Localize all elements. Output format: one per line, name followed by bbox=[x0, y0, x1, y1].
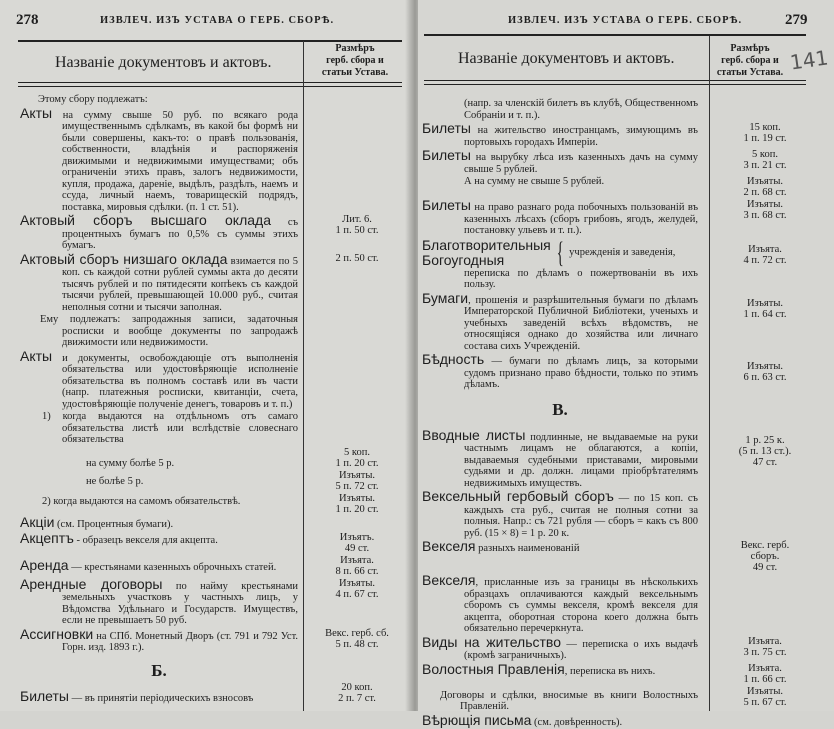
entry-head: Билеты bbox=[20, 687, 69, 704]
entry-body bbox=[422, 289, 698, 353]
fee bbox=[710, 636, 820, 658]
entry-text: , прошенія и разрѣшительныя бумаги по дѣламъ Императорской Публичной Библіотеки, ученыхъ и учебныхъ заведеній всѣхъ вѣдомствъ, не относящіяся однако до хозяйства или личнаго состава сихъ Учрежденій. bbox=[464, 294, 698, 352]
entry bbox=[20, 529, 410, 554]
entry-text: на право разнаго рода побочныхъ пользованій въ казенныхъ лѣсахъ (сборъ грибовъ, ягодъ, желудей, постановку ульевъ и т. п.). bbox=[464, 202, 698, 236]
fee-line: Изъята. bbox=[748, 243, 782, 255]
entry bbox=[422, 574, 820, 635]
column-header-name: Названіе документовъ и актовъ. bbox=[55, 54, 272, 71]
entry-head: Актовый сборъ высшаго оклада bbox=[20, 212, 271, 228]
fee bbox=[304, 682, 410, 704]
entry-head: Акты bbox=[20, 104, 53, 121]
entry-head: Векселя bbox=[422, 538, 476, 554]
entry-body bbox=[20, 104, 298, 214]
fee-line: 4 п. 72 ст. bbox=[743, 254, 787, 266]
divider bbox=[18, 40, 402, 42]
entry-head: Акты bbox=[20, 347, 53, 364]
running-title: ИЗВЛЕЧ. ИЗЪ УСТАВА О ГЕРБ. СБОРѢ. bbox=[100, 15, 335, 26]
entry-head: Билеты bbox=[422, 120, 471, 136]
entry-text: взимается по 5 коп. съ каждой сотни рублей суммы акта до десяти тысячъ рублей и по пятидесяти копѣекъ съ каждой тысячи рублей, превышающей 10.000 руб., считая неполныя сотни и тысячи заполная. bbox=[62, 255, 298, 313]
entry-head: Ассигновки bbox=[20, 625, 94, 642]
entry-intro: Этому сбору подлежатъ: bbox=[38, 94, 148, 105]
header-line: герб. сбора и bbox=[326, 55, 384, 66]
divider bbox=[18, 82, 402, 87]
fee-line: 1 п. 66 ст. bbox=[743, 673, 787, 685]
entry bbox=[422, 353, 820, 391]
header-line: Размѣръ bbox=[730, 43, 770, 54]
fee-line: Изъятъ. bbox=[339, 531, 375, 543]
entry bbox=[422, 426, 820, 490]
fee-line: Лит. 6. bbox=[342, 214, 372, 225]
entry-body bbox=[20, 516, 298, 531]
header-line: герб. сбора и bbox=[721, 55, 779, 66]
entry-text: по найму крестьянами земельныхъ участковъ у частныхъ лицъ, у Вѣдомства Удѣльнаго и Государств. Имуществъ, если не превышаетъ 50 руб. bbox=[62, 580, 298, 626]
entry bbox=[20, 314, 410, 349]
header-line: статьи Устава. bbox=[716, 67, 784, 78]
entry-head: Билеты bbox=[422, 147, 471, 163]
entry bbox=[20, 575, 410, 627]
entry-head: Арендные договоры bbox=[20, 575, 163, 592]
entry-head: Богоугодныя bbox=[422, 251, 505, 268]
entry-text: Договоры и сдѣлки, вносимые въ книги Волостныхъ Правленій. bbox=[440, 689, 698, 712]
fee-line: 49 ст. bbox=[344, 542, 370, 554]
fee-line: Векс. герб. сб. bbox=[325, 627, 389, 639]
fee bbox=[304, 470, 410, 492]
entry-body bbox=[20, 347, 298, 411]
entry bbox=[422, 149, 820, 175]
entry bbox=[422, 289, 820, 353]
fee-line: Векс. герб. bbox=[740, 540, 790, 551]
entry-text: на вырубку лѣса изъ казенныхъ дачъ на сумму свыше 5 рублей. bbox=[464, 152, 698, 175]
page-number: 279 bbox=[785, 12, 808, 28]
entry-body bbox=[422, 122, 698, 148]
entry-text: (см. довѣренность). bbox=[531, 716, 623, 728]
fee-line: Изъята. bbox=[748, 635, 782, 647]
entry bbox=[20, 104, 410, 214]
entry-body bbox=[20, 214, 298, 252]
entry-head: Бумаги bbox=[422, 289, 469, 306]
entry bbox=[422, 711, 820, 729]
entry bbox=[20, 214, 410, 252]
entry-body bbox=[20, 682, 298, 705]
fee-line: 8 п. 66 ст. bbox=[335, 565, 379, 577]
entry-text: 2) когда выдаются на самомъ обязательствѣ. bbox=[42, 496, 241, 507]
fee-line: 20 коп. bbox=[341, 681, 373, 693]
entry-head: Акціи bbox=[20, 514, 55, 530]
entry-text: 1) когда выдаются на отдѣльномъ отъ самаго обязательства листѣ или вслѣдствіе словеснаго обязательства bbox=[42, 411, 298, 445]
running-title: ИЗВЛЕЧ. ИЗЪ УСТАВА О ГЕРБ. СБОРѢ. bbox=[508, 15, 743, 26]
fee bbox=[710, 292, 820, 320]
entry-head: Виды на жительство bbox=[422, 633, 561, 650]
entry-text: на сумму болѣе 5 р. bbox=[86, 457, 175, 469]
entry-body bbox=[20, 575, 298, 627]
fee bbox=[304, 628, 410, 650]
entry-text: — въ принятіи періодическихъ взносовъ bbox=[68, 692, 254, 704]
fee-line: 5 п. 67 ст. bbox=[743, 696, 787, 708]
fee bbox=[304, 555, 410, 577]
entry bbox=[20, 516, 410, 531]
entry-head: Векселя bbox=[422, 572, 476, 588]
entry-text: (напр. за членскій билетъ въ клубѣ, Общественномъ Собраніи и т. п.). bbox=[464, 98, 699, 121]
fee-line: 1 п. 19 ст. bbox=[743, 133, 787, 144]
fee-line: 6 п. 63 ст. bbox=[743, 372, 787, 383]
entry-body bbox=[422, 711, 698, 729]
entry-head: Акцептъ bbox=[20, 529, 74, 546]
entry-text: — крестьянами казенныхъ оброчныхъ статей. bbox=[68, 561, 277, 573]
entry-text: , присланные изъ за границы въ нѣсколькихъ образцахъ оплачиваются каждый вексельнымъ сборомъ съ суммы векселя, кромѣ векселя для акцепта, оборотная сторона коего должна быть обязательно перечеркнута. bbox=[464, 577, 698, 634]
fee-line: (5 п. 13 ст.). bbox=[738, 445, 792, 457]
entry-text: на жительство иностранцамъ, зимующимъ въ портовыхъ городахъ Имперіи. bbox=[464, 125, 698, 148]
fee-line: Изъяты. bbox=[746, 176, 784, 187]
fee-line: 5 п. 48 ст. bbox=[335, 638, 379, 650]
entry-text: — бумаги по дѣламъ лицъ, за которыми судомъ признано право бѣдности, только по этимъ дѣламъ. bbox=[464, 356, 698, 390]
brace-icon: { bbox=[556, 235, 564, 269]
entry-head: Вѣрющія письма bbox=[422, 711, 532, 728]
fee bbox=[710, 149, 820, 171]
entry-text: на сумму свыше 50 руб. по всякаго рода имущественнымъ сдѣлкамъ, въ какой бы формѣ ни были совершены, какъ-то: о правѣ пользованія, собственности, владѣнія и распоряженія движимыми и недвижимыми имуществами; объ ограниченіи этихъ правъ, залогъ недвижимости, купля, продажа, дареніе, выдѣлъ, раздѣлъ, наемъ и ссуда, личный наемъ, товарищескій подрядъ, поставка, мировыя сдѣлки. (п. 1 ст. 51). bbox=[52, 109, 298, 213]
fee-line: Изъяты. bbox=[746, 361, 784, 372]
entry-text: — по 15 коп. съ каждыхъ ста руб., считая не полныя сотни за полныя. Напр.: съ 721 рубля — сборъ = какъ съ 800 руб. (15 × 8) = 1 р. 20 к. bbox=[464, 493, 698, 539]
entry-head: Благотворительныя bbox=[422, 236, 551, 253]
entry bbox=[422, 686, 820, 713]
entry bbox=[422, 122, 820, 148]
column-header-fee bbox=[710, 43, 790, 79]
entry bbox=[20, 470, 410, 492]
fee bbox=[710, 429, 820, 468]
entry bbox=[422, 176, 820, 198]
entry-head: Бѣдность bbox=[422, 351, 485, 367]
entry bbox=[20, 625, 410, 654]
entry bbox=[422, 199, 820, 237]
entry-body bbox=[422, 235, 698, 291]
fee-line: сборъ. bbox=[750, 551, 780, 562]
entry bbox=[422, 392, 820, 428]
fee bbox=[304, 253, 410, 264]
entry bbox=[20, 682, 410, 705]
entry-body bbox=[422, 540, 698, 555]
header-line: статьи Устава. bbox=[321, 67, 389, 78]
fee-line: 1 п. 20 ст. bbox=[335, 457, 379, 469]
entry-body bbox=[20, 529, 298, 547]
entry-text: и документы, освобождающіе отъ выполненія обязательства или удостовѣряющіе исполненіе обязательства въ полномъ составѣ или въ части (напр. платежныя росписки, квитанціи, счета, удостовѣряющіе полученіе денегъ, товаровъ и т. п.) bbox=[52, 352, 298, 410]
entry-body bbox=[422, 149, 698, 175]
fee-line: Изъяты. bbox=[338, 493, 376, 504]
entry-text: , переписка въ нихъ. bbox=[564, 665, 656, 677]
entry-body bbox=[20, 250, 298, 314]
fee-line: 2 п. 68 ст. bbox=[743, 187, 787, 198]
fee-line: Изъяты. bbox=[338, 470, 376, 481]
fee-line: 5 п. 72 ст. bbox=[335, 481, 379, 492]
entry-text: Ему подлежатъ: запродажныя записи, задаточныя росписки и вообще документы по запродажѣ движимости или недвижимости. bbox=[40, 314, 298, 348]
right-page bbox=[418, 0, 834, 728]
entry-text: - образецъ векселя для акцепта. bbox=[73, 534, 218, 546]
fee-line: 4 п. 67 ст. bbox=[335, 588, 379, 600]
fee bbox=[710, 238, 820, 266]
fee-line: 3 п. 21 ст. bbox=[743, 160, 787, 171]
column-header-fee bbox=[305, 43, 405, 79]
entries bbox=[20, 94, 410, 705]
fee-line: 2 п. 7 ст. bbox=[338, 692, 376, 704]
entry-text: съ процентныхъ бумагъ по 0,5% съ суммы этихъ бумагъ. bbox=[62, 217, 298, 251]
entry-body bbox=[422, 199, 698, 237]
fee-line: 1 п. 20 ст. bbox=[335, 504, 379, 515]
entry-text: не болѣе 5 р. bbox=[86, 476, 144, 487]
fee bbox=[304, 532, 410, 554]
entry-body bbox=[422, 490, 698, 539]
fee-line: 1 р. 25 к. bbox=[745, 434, 785, 446]
fee-line: Изъяты. bbox=[746, 297, 784, 309]
fee-line: 3 п. 68 ст. bbox=[743, 210, 787, 221]
header-line: Размѣръ bbox=[335, 43, 375, 54]
section-letter: Б. bbox=[151, 660, 167, 680]
fee-line: Изъяты. bbox=[746, 685, 784, 697]
entry-body bbox=[422, 660, 698, 678]
left-page bbox=[0, 0, 412, 711]
entry-body bbox=[422, 633, 698, 662]
fee-line: Изъяты. bbox=[746, 199, 784, 210]
entry-heads bbox=[422, 238, 551, 268]
entry-text: разныхъ наименованій bbox=[475, 543, 580, 554]
fee-line: 2 п. 50 ст. bbox=[335, 252, 379, 264]
column-header-name: Названіе документовъ и актовъ. bbox=[458, 50, 675, 67]
fee bbox=[710, 663, 820, 685]
fee-line: 5 коп. bbox=[344, 446, 370, 458]
fee bbox=[710, 686, 820, 708]
entry bbox=[20, 555, 410, 577]
entries bbox=[422, 98, 820, 729]
entry bbox=[20, 250, 410, 314]
fee-line: 49 ст. bbox=[752, 562, 778, 573]
entry-head: Актовый сборъ низшаго оклада bbox=[20, 250, 228, 267]
section-letter: В. bbox=[552, 399, 568, 419]
fee-line: 1 п. 64 ст. bbox=[743, 308, 787, 320]
fee bbox=[710, 122, 820, 144]
fee-line: 3 п. 75 ст. bbox=[743, 646, 787, 658]
fee bbox=[304, 447, 410, 469]
entry-head: Вводные листы bbox=[422, 426, 526, 443]
entry-head: Аренда bbox=[20, 556, 69, 573]
entry bbox=[422, 540, 820, 573]
entry-body bbox=[20, 555, 298, 574]
page-number: 278 bbox=[16, 12, 39, 28]
entry-text: (см. Процентныя бумаги). bbox=[54, 519, 174, 530]
entry-body bbox=[422, 426, 698, 490]
fee bbox=[710, 199, 820, 221]
entry-text: — переписка о ихъ выдачѣ (кромѣ заграничныхъ). bbox=[464, 638, 698, 661]
fee-line: Изъята. bbox=[748, 662, 782, 674]
fee bbox=[710, 540, 820, 573]
entry bbox=[20, 347, 410, 411]
fee bbox=[304, 493, 410, 515]
entry-text: учрежденія и заведенія, bbox=[569, 246, 676, 258]
entry bbox=[20, 94, 410, 106]
entry bbox=[422, 98, 820, 121]
entry-text: А на сумму не свыше 5 рублей. bbox=[464, 176, 605, 187]
entry bbox=[20, 411, 410, 446]
fee-line: 5 коп. bbox=[752, 149, 778, 160]
entry-body bbox=[422, 574, 698, 635]
entry bbox=[422, 660, 820, 685]
fee-line: 15 коп. bbox=[749, 122, 781, 133]
brace-group bbox=[422, 235, 698, 269]
entry bbox=[20, 447, 410, 470]
entry-body bbox=[20, 625, 298, 654]
entry bbox=[422, 633, 820, 662]
entry bbox=[20, 655, 410, 681]
entry-text: подлинные, не выдаваемые на руки частнымъ лицамъ не облагаются, а копіи, выдаваемыя судебными приставами, мировыми судьями и др. должн. лицами пріобрѣтателямъ недвижимыхъ имуществъ. bbox=[464, 431, 698, 489]
entry-body bbox=[422, 353, 698, 391]
entry-text: переписка по дѣламъ о пожертвованіи въ ихъ пользу. bbox=[464, 267, 698, 290]
handwritten-note: 141 bbox=[788, 45, 830, 75]
entry-text: на СПб. Монетный Дворъ (ст. 791 и 792 Уст. Горн. изд. 1893 г.). bbox=[62, 630, 298, 653]
entry-head: Билеты bbox=[422, 197, 471, 213]
fee bbox=[710, 353, 820, 383]
divider bbox=[424, 80, 806, 85]
entry bbox=[20, 493, 410, 515]
fee-line: 1 п. 50 ст. bbox=[335, 225, 379, 236]
entry-head: Волостныя Правленія bbox=[422, 660, 565, 677]
entry bbox=[422, 235, 820, 291]
fee bbox=[304, 214, 410, 236]
entry-head: Вексельный гербовый сборъ bbox=[422, 488, 614, 504]
entry bbox=[422, 490, 820, 539]
fee-line: Изъята. bbox=[340, 554, 374, 566]
fee-line: 47 ст. bbox=[752, 456, 778, 468]
fee-line: Изъяты. bbox=[338, 577, 376, 589]
divider bbox=[424, 34, 806, 36]
fee bbox=[710, 176, 820, 198]
fee bbox=[304, 578, 410, 600]
